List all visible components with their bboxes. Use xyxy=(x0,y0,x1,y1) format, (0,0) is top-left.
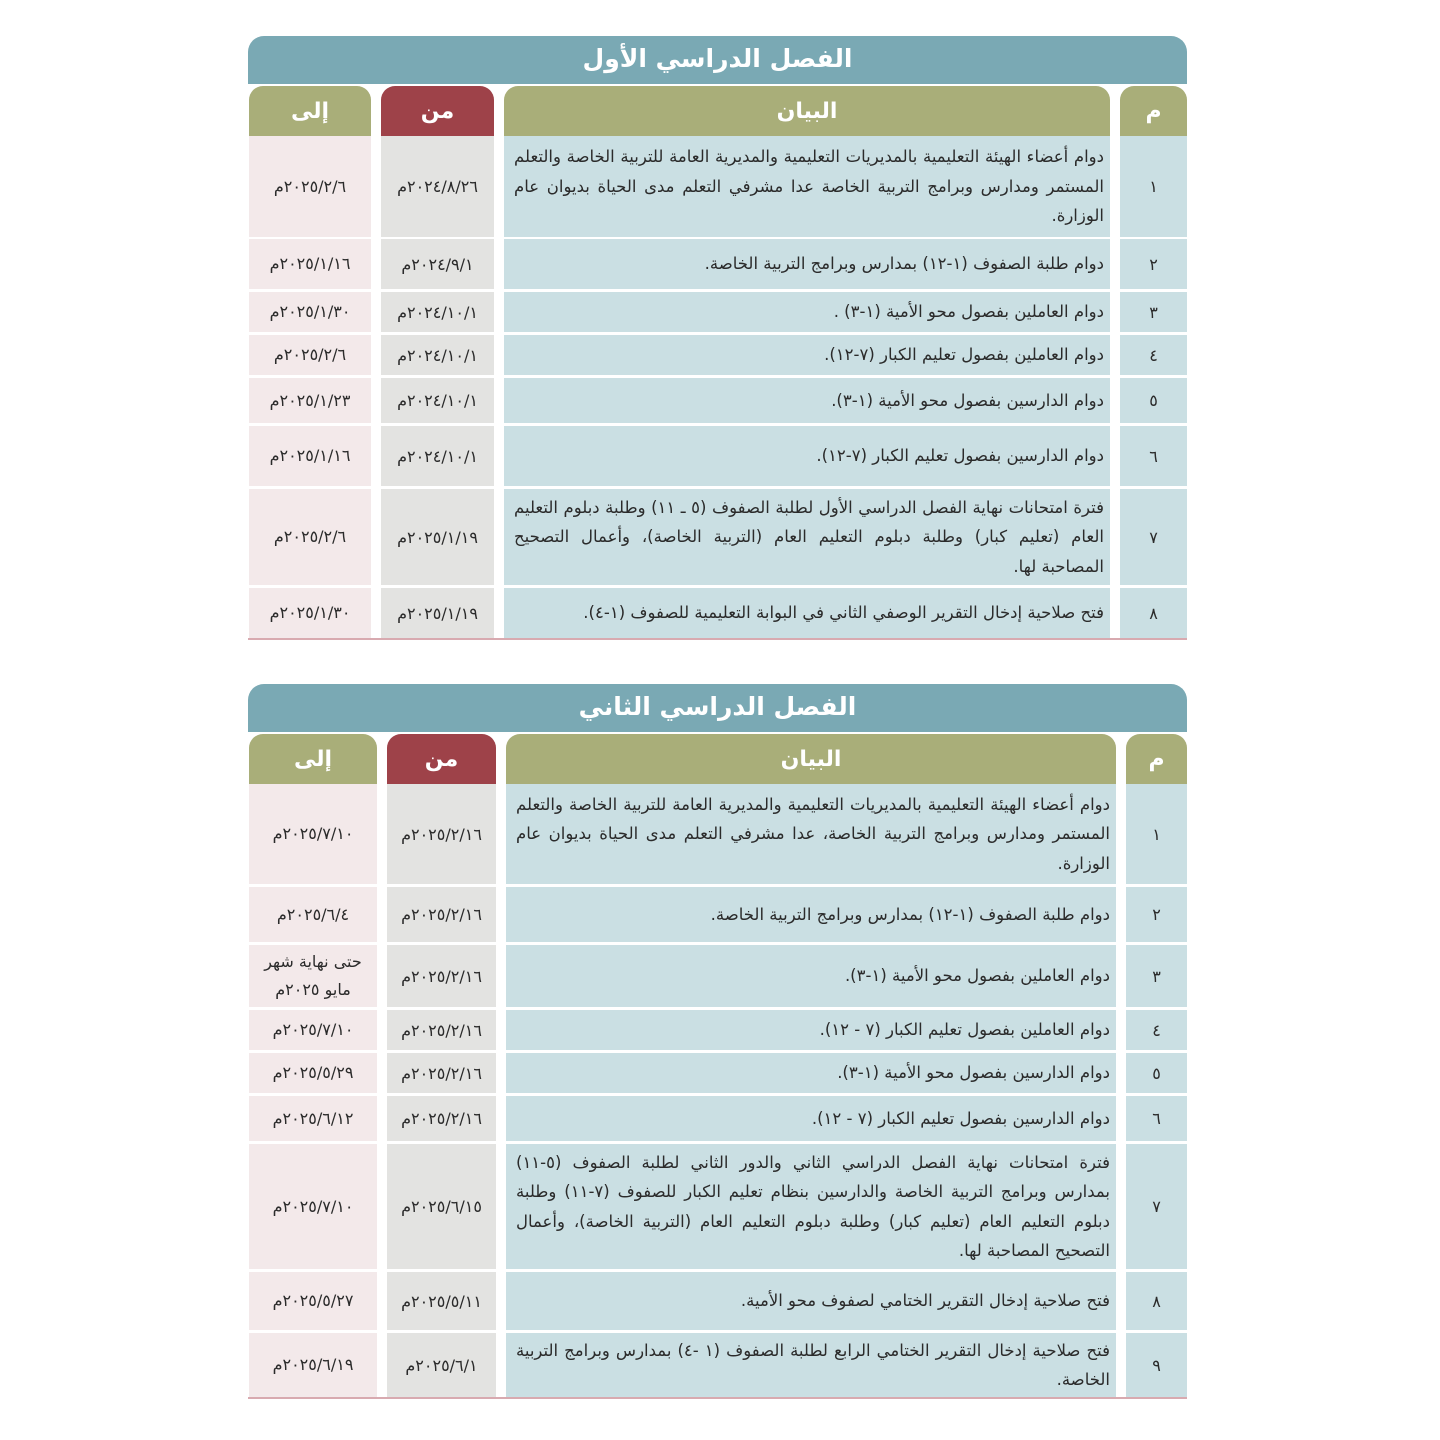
semester1-table xyxy=(248,36,1187,640)
row-description: فترة امتحانات نهاية الفصل الدراسي الأول لطلبة الصفوف (٥ ـ ١١) وطلبة دبلوم التعليم العام (تعليم كبار) وطلبة دبلوم التعليم العام (التربية الخاصة)، وأعمال التصحيح المصاحبة لها. xyxy=(504,489,1110,585)
table-row xyxy=(248,945,1187,1010)
table-bottom-rule xyxy=(248,638,1187,640)
row-description: دوام الدارسين بفصول محو الأمية (١-٣). xyxy=(506,1053,1116,1093)
from-date: ٢٠٢٥/١/١٩م xyxy=(381,588,494,638)
to-date: ٢٠٢٥/١/٣٠م xyxy=(249,588,371,638)
row-number: ٨ xyxy=(1120,588,1187,638)
from-date: ٢٠٢٤/١٠/١م xyxy=(381,292,494,332)
from-date: ٢٠٢٤/١٠/١م xyxy=(381,378,494,423)
semester2-title: الفصل الدراسي الثاني xyxy=(248,684,1187,732)
header-to: إلى xyxy=(249,86,371,136)
row-description: فتح صلاحية إدخال التقرير الوصفي الثاني في البوابة التعليمية للصفوف (١-٤). xyxy=(504,588,1110,638)
from-date: ٢٠٢٤/١٠/١م xyxy=(381,335,494,375)
row-description: دوام الدارسين بفصول محو الأمية (١-٣). xyxy=(504,378,1110,423)
to-date: ٢٠٢٥/١/٢٣م xyxy=(249,378,371,423)
table-row xyxy=(248,335,1187,378)
to-date: ٢٠٢٥/٧/١٠م xyxy=(249,784,377,884)
row-number: ٦ xyxy=(1120,426,1187,486)
semester2-table xyxy=(248,684,1187,1399)
from-date: ٢٠٢٤/٩/١م xyxy=(381,239,494,289)
to-date: ٢٠٢٥/٧/١٠م xyxy=(249,1144,377,1269)
from-date: ٢٠٢٥/١/١٩م xyxy=(381,489,494,585)
from-date: ٢٠٢٥/٢/١٦م xyxy=(387,1053,496,1093)
row-number: ٧ xyxy=(1120,489,1187,585)
table-row xyxy=(248,1053,1187,1096)
row-description: دوام الدارسين بفصول تعليم الكبار (٧-١٢). xyxy=(504,426,1110,486)
row-number: ٢ xyxy=(1126,887,1187,942)
header-num: م xyxy=(1126,734,1187,784)
from-date: ٢٠٢٤/١٠/١م xyxy=(381,426,494,486)
row-description: دوام الدارسين بفصول تعليم الكبار (٧ - ١٢). xyxy=(506,1096,1116,1141)
table-row xyxy=(248,136,1187,239)
from-date: ٢٠٢٥/٢/١٦م xyxy=(387,945,496,1007)
table-row xyxy=(248,292,1187,335)
to-date: ٢٠٢٥/١/٣٠م xyxy=(249,292,371,332)
row-description: فترة امتحانات نهاية الفصل الدراسي الثاني والدور الثاني لطلبة الصفوف (٥-١١) بمدارس وبرامج التربية الخاصة والدارسين بنظام تعليم الكبار للصفوف (٧-١١) وطلبة دبلوم التعليم العام (تعليم كبار) وطلبة دبلوم التعليم العام (التربية الخاصة)، وأعمال التصحيح المصاحبة لها. xyxy=(506,1144,1116,1269)
row-description: دوام العاملين بفصول تعليم الكبار (٧-١٢). xyxy=(504,335,1110,375)
row-number: ٣ xyxy=(1120,292,1187,332)
from-date: ٢٠٢٥/٦/١م xyxy=(387,1333,496,1397)
row-number: ٥ xyxy=(1120,378,1187,423)
row-description: دوام طلبة الصفوف (١-١٢) بمدارس وبرامج التربية الخاصة. xyxy=(504,239,1110,289)
row-number: ٥ xyxy=(1126,1053,1187,1093)
to-date: ٢٠٢٥/٦/١٢م xyxy=(249,1096,377,1141)
row-number: ١ xyxy=(1126,784,1187,884)
row-number: ١ xyxy=(1120,136,1187,237)
from-date: ٢٠٢٥/٥/١١م xyxy=(387,1272,496,1330)
row-description: دوام العاملين بفصول محو الأمية (١-٣). xyxy=(506,945,1116,1007)
from-date: ٢٠٢٥/٢/١٦م xyxy=(387,887,496,942)
row-description: دوام طلبة الصفوف (١-١٢) بمدارس وبرامج التربية الخاصة. xyxy=(506,887,1116,942)
from-date: ٢٠٢٥/٢/١٦م xyxy=(387,784,496,884)
row-description: فتح صلاحية إدخال التقرير الختامي الرابع لطلبة الصفوف (١ -٤) بمدارس وبرامج التربية الخاصة. xyxy=(506,1333,1116,1397)
from-date: ٢٠٢٥/٢/١٦م xyxy=(387,1010,496,1050)
header-from: من xyxy=(387,734,496,784)
to-date: ٢٠٢٥/٦/٤م xyxy=(249,887,377,942)
table-row xyxy=(248,239,1187,292)
to-date: حتى نهاية شهر مايو ٢٠٢٥م xyxy=(249,945,377,1007)
table-row xyxy=(248,426,1187,489)
to-date: ٢٠٢٥/٧/١٠م xyxy=(249,1010,377,1050)
row-number: ٤ xyxy=(1120,335,1187,375)
header-desc: البيان xyxy=(504,86,1110,136)
from-date: ٢٠٢٤/٨/٢٦م xyxy=(381,136,494,237)
table-row xyxy=(248,1010,1187,1053)
table-row xyxy=(248,1144,1187,1272)
row-number: ٤ xyxy=(1126,1010,1187,1050)
from-date: ٢٠٢٥/٦/١٥م xyxy=(387,1144,496,1269)
row-number: ٧ xyxy=(1126,1144,1187,1269)
table-row xyxy=(248,887,1187,945)
row-description: دوام أعضاء الهيئة التعليمية بالمديريات التعليمية والمديرية العامة للتربية الخاصة والتعلم المستمر ومدارس وبرامج التربية الخاصة عدا مشرفي التعلم مدى الحياة بديوان عام الوزارة. xyxy=(504,136,1110,237)
row-description: دوام العاملين بفصول تعليم الكبار (٧ - ١٢). xyxy=(506,1010,1116,1050)
to-date: ٢٠٢٥/٢/٦م xyxy=(249,335,371,375)
to-date: ٢٠٢٥/٥/٢٩م xyxy=(249,1053,377,1093)
row-description: فتح صلاحية إدخال التقرير الختامي لصفوف محو الأمية. xyxy=(506,1272,1116,1330)
table-row xyxy=(248,1333,1187,1397)
table-row xyxy=(248,784,1187,887)
table-bottom-rule xyxy=(248,1397,1187,1399)
row-description: دوام العاملين بفصول محو الأمية (١-٣) . xyxy=(504,292,1110,332)
table-row xyxy=(248,1272,1187,1333)
row-description: دوام أعضاء الهيئة التعليمية بالمديريات التعليمية والمديرية العامة للتربية الخاصة والتعلم المستمر ومدارس وبرامج التربية الخاصة، عدا مشرفي التعلم مدى الحياة بديوان عام الوزارة. xyxy=(506,784,1116,884)
semester2-header-row xyxy=(248,732,1187,784)
from-date: ٢٠٢٥/٢/١٦م xyxy=(387,1096,496,1141)
semester1-header-row xyxy=(248,84,1187,136)
to-date: ٢٠٢٥/١/١٦م xyxy=(249,239,371,289)
row-number: ٩ xyxy=(1126,1333,1187,1397)
row-number: ٢ xyxy=(1120,239,1187,289)
header-from: من xyxy=(381,86,494,136)
to-date: ٢٠٢٥/١/١٦م xyxy=(249,426,371,486)
row-number: ٨ xyxy=(1126,1272,1187,1330)
header-num: م xyxy=(1120,86,1187,136)
to-date: ٢٠٢٥/٢/٦م xyxy=(249,136,371,237)
header-to: إلى xyxy=(249,734,377,784)
row-number: ٦ xyxy=(1126,1096,1187,1141)
table-row xyxy=(248,489,1187,588)
table-row xyxy=(248,378,1187,426)
to-date: ٢٠٢٥/٦/١٩م xyxy=(249,1333,377,1397)
table-row xyxy=(248,1096,1187,1144)
row-number: ٣ xyxy=(1126,945,1187,1007)
semester1-title: الفصل الدراسي الأول xyxy=(248,36,1187,84)
to-date: ٢٠٢٥/٥/٢٧م xyxy=(249,1272,377,1330)
to-date: ٢٠٢٥/٢/٦م xyxy=(249,489,371,585)
table-row xyxy=(248,588,1187,638)
header-desc: البيان xyxy=(506,734,1116,784)
